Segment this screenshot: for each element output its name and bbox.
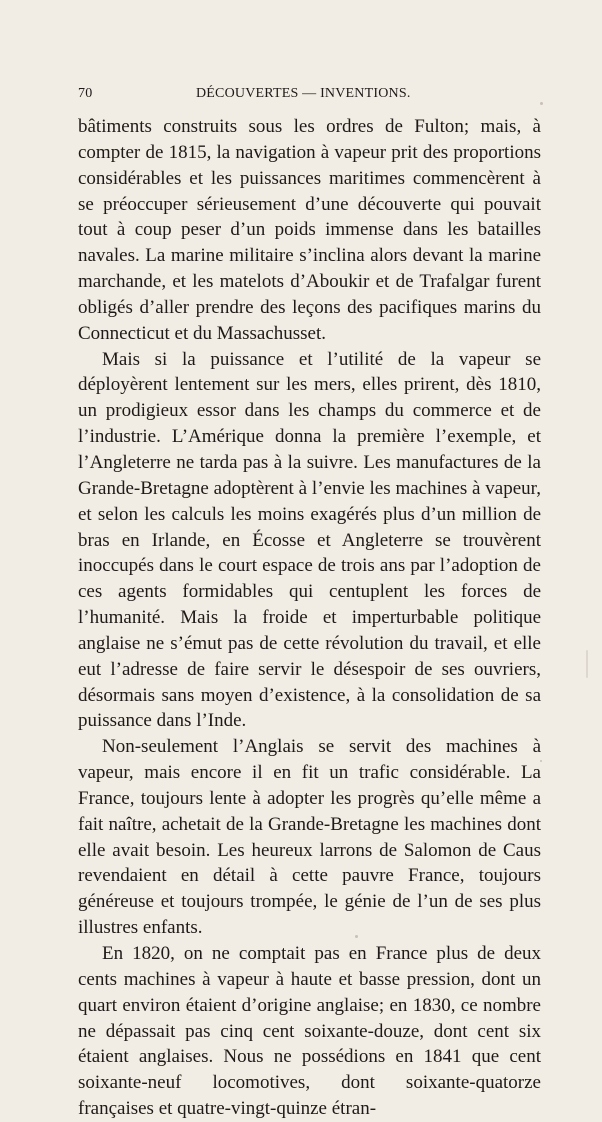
page-number: 70: [78, 86, 93, 101]
paper-speck: [355, 935, 358, 938]
paragraph-4: En 1820, on ne comptait pas en France plus de deux cents machines à vapeur à haute et basse pression, dont un quart environ étaient d’origine anglaise; en 1830, ce nombre ne dépassait pas cinq cent soixante-douze, dont cent six étaient anglaises. Nous ne possédions en 1841 que cent soixante-neuf locomotives, dont soixante-quatorze françaises et quatre-vingt-quinze étran-: [78, 943, 541, 1120]
paper-speck: [540, 760, 542, 762]
body-text: [78, 114, 541, 1122]
paragraph-1: bâtiments construits sous les ordres de Fulton; mais, à compter de 1815, la navigation à vapeur prit des proportions considérables et les puissances maritimes commencèrent à se préoccuper sérieusement d’une découverte qui pouvait tout à coup peser d’un poids immense dans les batailles navales. La marine militaire s’inclina alors devant la marine marchande, et les matelots d’Aboukir et de Trafalgar furent obligés d’aller prendre des leçons des pacifiques marins du Connecticut et du Massachusset.: [78, 116, 541, 344]
paper-speck: [540, 102, 543, 105]
paragraph-3: Non-seulement l’Anglais se servit des machines à vapeur, mais encore il en fit un trafic considérable. La France, toujours lente à adopter les progrès qu’elle même a fait naître, achetait de la Grande-Bretagne les machines dont elle avait besoin. Les heureux larrons de Salomon de Caus revendaient en détail à cette pauvre France, toujours généreuse et toujours trompée, le génie de l’un de ses plus illustres enfants.: [78, 736, 541, 939]
paper-mark: [586, 650, 588, 678]
page-header: [78, 86, 541, 110]
paragraph-2: Mais si la puissance et l’utilité de la vapeur se déployèrent lentement sur les mers, elles prirent, dès 1810, un prodigieux essor dans les champs du commerce et de l’industrie. L’Amérique donna la première l’exemple, et l’Angleterre ne tarda pas à la suivre. Les manufactures de la Grande-Bretagne adoptèrent à l’envie les machines à vapeur, et selon les calculs les moins exagérés plus d’un million de bras en Irlande, en Écosse et Angleterre se trouvèrent inoccupés dans le court espace de trois ans par l’adoption de ces agents formidables qui centuplent les forces de l’humanité. Mais la froide et imperturbable politique anglaise ne s’émut pas de cette révolution du travail, et elle eut l’adresse de faire servir le désespoir de ses ouvriers, désormais sans moyen d’existence, à la consolidation de sa puissance dans l’Inde.: [78, 348, 541, 732]
running-title: DÉCOUVERTES — INVENTIONS.: [196, 86, 411, 101]
